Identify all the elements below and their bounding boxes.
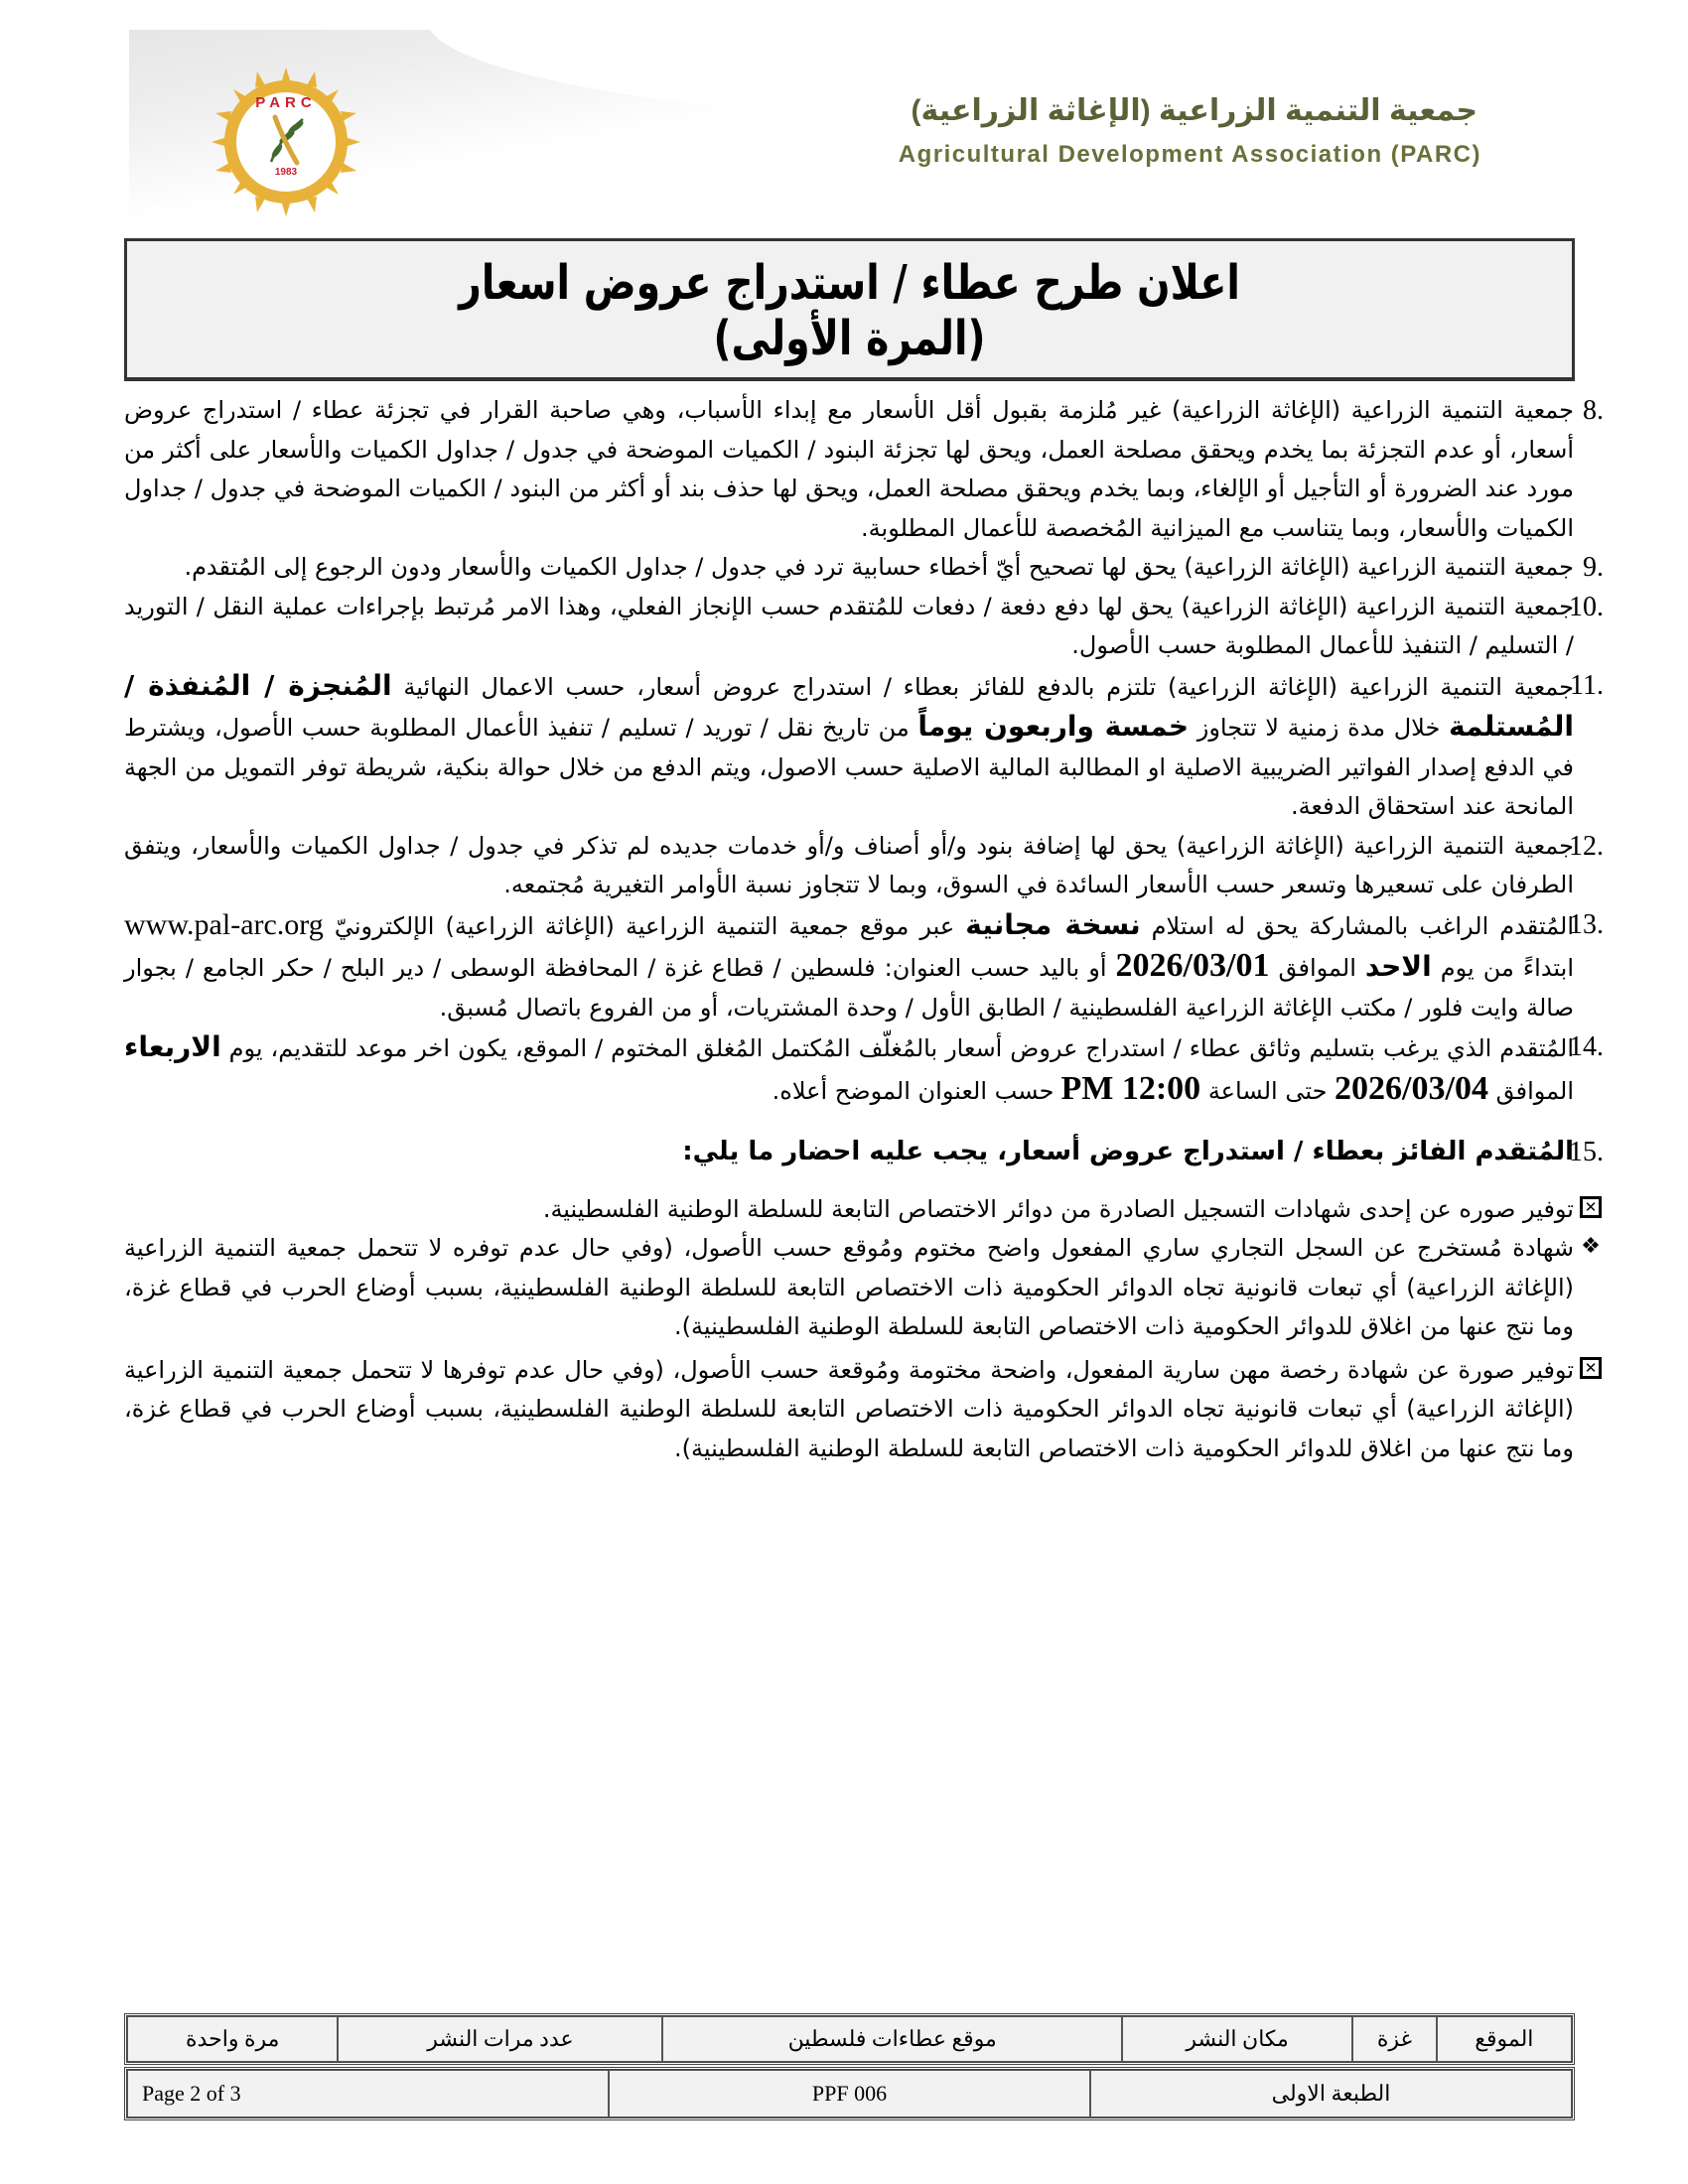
term-text: جمعية التنمية الزراعية (الإغاثة الزراعية) يحق لها تصحيح أيّ أخطاء حسابية ترد في جدول / جداول الكميات والأسعار ودون الرجوع إلى المُتقدم.	[184, 553, 1574, 581]
svg-text:PARC: PARC	[255, 94, 317, 111]
page-number: Page 2 of 3	[127, 2070, 609, 2117]
boxed-x-bullet-icon: ✕	[1580, 1357, 1602, 1379]
requirement-text: شهادة مُستخرج عن السجل التجاري ساري المفعول واضح مختوم ومُوقع حسب الأصول، (وفي حال عدم توفره لا تتحمل جمعية التنمية الزراعية (الإغاثة الزراعية) أي تبعات قانونية تجاه الدوائر الحكومية ذات الاختصاص التابعة للسلطة الوطنية الفلسطينية، بسبب أوضاع الحرب في قطاع غزة، وما نتج عنها من اغلاق للدوائر الحكومية ذات الاختصاص التابعة للسلطة الوطنية الفلسطينية).	[124, 1234, 1574, 1340]
table-row	[127, 2016, 1572, 2062]
term-number: 15.	[1569, 1137, 1604, 1167]
payment-period-emphasis: خمسة واربعون يوماً	[917, 710, 1190, 743]
requirement-text: توفير صوره عن إحدى شهادات التسجيل الصادرة من دوائر الاختصاص التابعة للسلطة الوطنية الفلسطينية.	[542, 1194, 1574, 1223]
term-item-15	[124, 1133, 1604, 1172]
announcement-subtitle: (المرة الأولى)	[713, 311, 986, 366]
term-number: 9.	[1583, 552, 1604, 583]
term-text: جمعية التنمية الزراعية (الإغاثة الزراعية) غير مُلزمة بقبول أقل الأسعار مع إبداء الأسباب، وهي صاحبة القرار في تجزئة عطاء / استدراج عروض أسعار، أو عدم التجزئة بما يخدم ويحقق مصلحة العمل، ويحق لها تجزئة البنود / الكميات الموضحة في جدول / جداول الكميات والأسعار على أكثر من مورد عند الضرورة أو التأجيل أو الإلغاء، وبما يخدم ويحقق مصلحة العمل، ويحق لها حذف بند أو أكثر من البنود / الكميات الموضحة في جدول / جداول الكميات والأسعار، وبما يتناسب مع الميزانية المُخصصة للأعمال المطلوبة.	[124, 396, 1574, 542]
term-text: جمعية التنمية الزراعية (الإغاثة الزراعية) يحق لها إضافة بنود و/أو أصناف و/أو خدمات جديده لم تذكر في جدول / جداول الكميات والأسعار، ويتفق الطرفان على تسعيرها وتسعر حسب الأسعار السائدة في السوق، وبما لا تتجاوز نسبة الأوامر التغيرية مُجتمعه.	[124, 831, 1574, 898]
term-item-14	[124, 1027, 1604, 1111]
edition-label: الطبعة الاولى	[1090, 2070, 1572, 2117]
terms-list	[124, 391, 1604, 1468]
parc-sun-logo-icon	[211, 68, 360, 216]
term-item-8	[124, 391, 1604, 548]
deadline-date: 2026/03/04	[1335, 1069, 1488, 1107]
requirement-item	[124, 1229, 1601, 1347]
table-cell-publish-count-value: مرة واحدة	[127, 2016, 338, 2062]
term-text: جمعية التنمية الزراعية (الإغاثة الزراعية) تلتزم بالدفع للفائز بعطاء / استدراج عروض أسعار، حسب الاعمال النهائية المُنجزة / المُنفذة / المُستلمة خلال مدة زمنية لا تتجاوز خمسة واربعون يوماً من تاريخ نقل / توريد / تسليم / تنفيذ الأعمال المطلوبة حسب الأصول، ويشترط في الدفع إصدار الفواتير الضريبية الاصلية او المطالبة المالية الاصلية حسب الاصول، ويتم الدفع من خلال حوالة بنكية، شريطة توفر التمويل من الجهة المانحة عند استحقاق الدفعة.	[124, 668, 1574, 820]
start-day: الاحد	[1364, 950, 1432, 983]
table-cell-location-value: غزة	[1352, 2016, 1437, 2062]
boxed-x-bullet-icon: ✕	[1580, 1196, 1602, 1218]
header-banner	[129, 30, 1569, 233]
term-item-13	[124, 905, 1604, 1028]
announcement-title-box	[124, 238, 1575, 381]
term-number: 8.	[1583, 395, 1604, 426]
form-code: PPF 006	[609, 2070, 1090, 2117]
term-item-9	[124, 548, 1604, 588]
table-row	[127, 2070, 1572, 2117]
publication-info-table	[124, 2013, 1575, 2065]
table-cell-publish-place-label: مكان النشر	[1122, 2016, 1352, 2062]
document-info-table	[124, 2067, 1575, 2120]
term-number: 11.	[1570, 669, 1604, 701]
start-date: 2026/03/01	[1115, 947, 1270, 984]
svg-text:1983: 1983	[274, 167, 298, 178]
diamond-bullet-icon: ❖	[1581, 1233, 1601, 1258]
table-cell-location-label: الموقع	[1437, 2016, 1572, 2062]
website-link[interactable]: www.pal-arc.org	[124, 907, 324, 941]
table-cell-publish-count-label: عدد مرات النشر	[338, 2016, 662, 2062]
term-text: جمعية التنمية الزراعية (الإغاثة الزراعية) يحق لها دفع دفعة / دفعات للمُتقدم حسب الإنجاز الفعلي، وهذا الامر مُرتبط بإجراءات عملية النقل / التوريد / التسليم / التنفيذ للأعمال المطلوبة حسب الأصول.	[124, 592, 1574, 659]
term-text: المُتقدم الراغب بالمشاركة يحق له استلام نسخة مجانية عبر موقع جمعية التنمية الزراعية (الإغاثة الزراعية) الإلكترونيّ www.pal-arc.org ابتداءً من يوم الاحد الموافق 2026/03/01 أو باليد حسب العنوان: فلسطين / قطاع غزة / المحافظة الوسطى / دير البلح / حكر الجامع / بجوار صالة وايت فلور / مكتب الإغاثة الزراعية الفلسطينية / الطابق الأول / وحدة المشتريات، أو من الفروع باتصال مُسبق.	[124, 907, 1575, 1022]
completed-works-emphasis: المُنجزة / المُنفذة / المُستلمة	[124, 668, 1574, 743]
term-number: 14.	[1569, 1031, 1604, 1062]
table-cell-publish-place-value: موقع عطاءات فلسطين	[662, 2016, 1122, 2062]
term-text: المُتقدم الفائز بعطاء / استدراج عروض أسعار، يجب عليه احضار ما يلي:	[682, 1137, 1574, 1166]
term-number: 13.	[1569, 908, 1604, 940]
org-name-english: Agricultural Development Association (PARC)	[898, 141, 1481, 168]
term-item-12	[124, 827, 1604, 905]
winner-requirements-list	[124, 1190, 1601, 1469]
free-copy-emphasis: نسخة مجانية	[965, 907, 1141, 941]
term-number: 12.	[1569, 830, 1604, 862]
term-text: المُتقدم الذي يرغب بتسليم وثائق عطاء / استدراج عروض أسعار بالمُغلّف المُكتمل المُغلق المختوم / الموقع، يكون اخر موعد للتقديم، يوم الاربعاء الموافق 2026/03/04 حتى الساعة 12:00 PM حسب العنوان الموضح أعلاه.	[124, 1030, 1574, 1107]
deadline-time: 12:00 PM	[1060, 1069, 1201, 1107]
announcement-title: اعلان طرح عطاء / استدراج عروض اسعار	[459, 255, 1240, 311]
org-name-arabic: جمعية التنمية الزراعية (الإغاثة الزراعية)	[911, 94, 1477, 127]
requirement-text: توفير صورة عن شهادة رخصة مهن سارية المفعول، واضحة مختومة ومُوقعة حسب الأصول، (وفي حال عدم توفرها لا تتحمل جمعية التنمية الزراعية (الإغاثة الزراعية) أي تبعات قانونية تجاه الدوائر الحكومية ذات الاختصاص التابعة للسلطة الوطنية الفلسطينية، بسبب أوضاع الحرب في قطاع غزة، وما نتج عنها من اغلاق للدوائر الحكومية ذات الاختصاص التابعة للسلطة الوطنية الفلسطينية).	[124, 1355, 1574, 1462]
term-item-10	[124, 588, 1604, 666]
term-item-11	[124, 666, 1604, 827]
requirement-item	[124, 1351, 1598, 1469]
deadline-day: الاربعاء	[124, 1030, 221, 1063]
term-number: 10.	[1569, 591, 1604, 622]
requirement-item	[124, 1190, 1598, 1230]
